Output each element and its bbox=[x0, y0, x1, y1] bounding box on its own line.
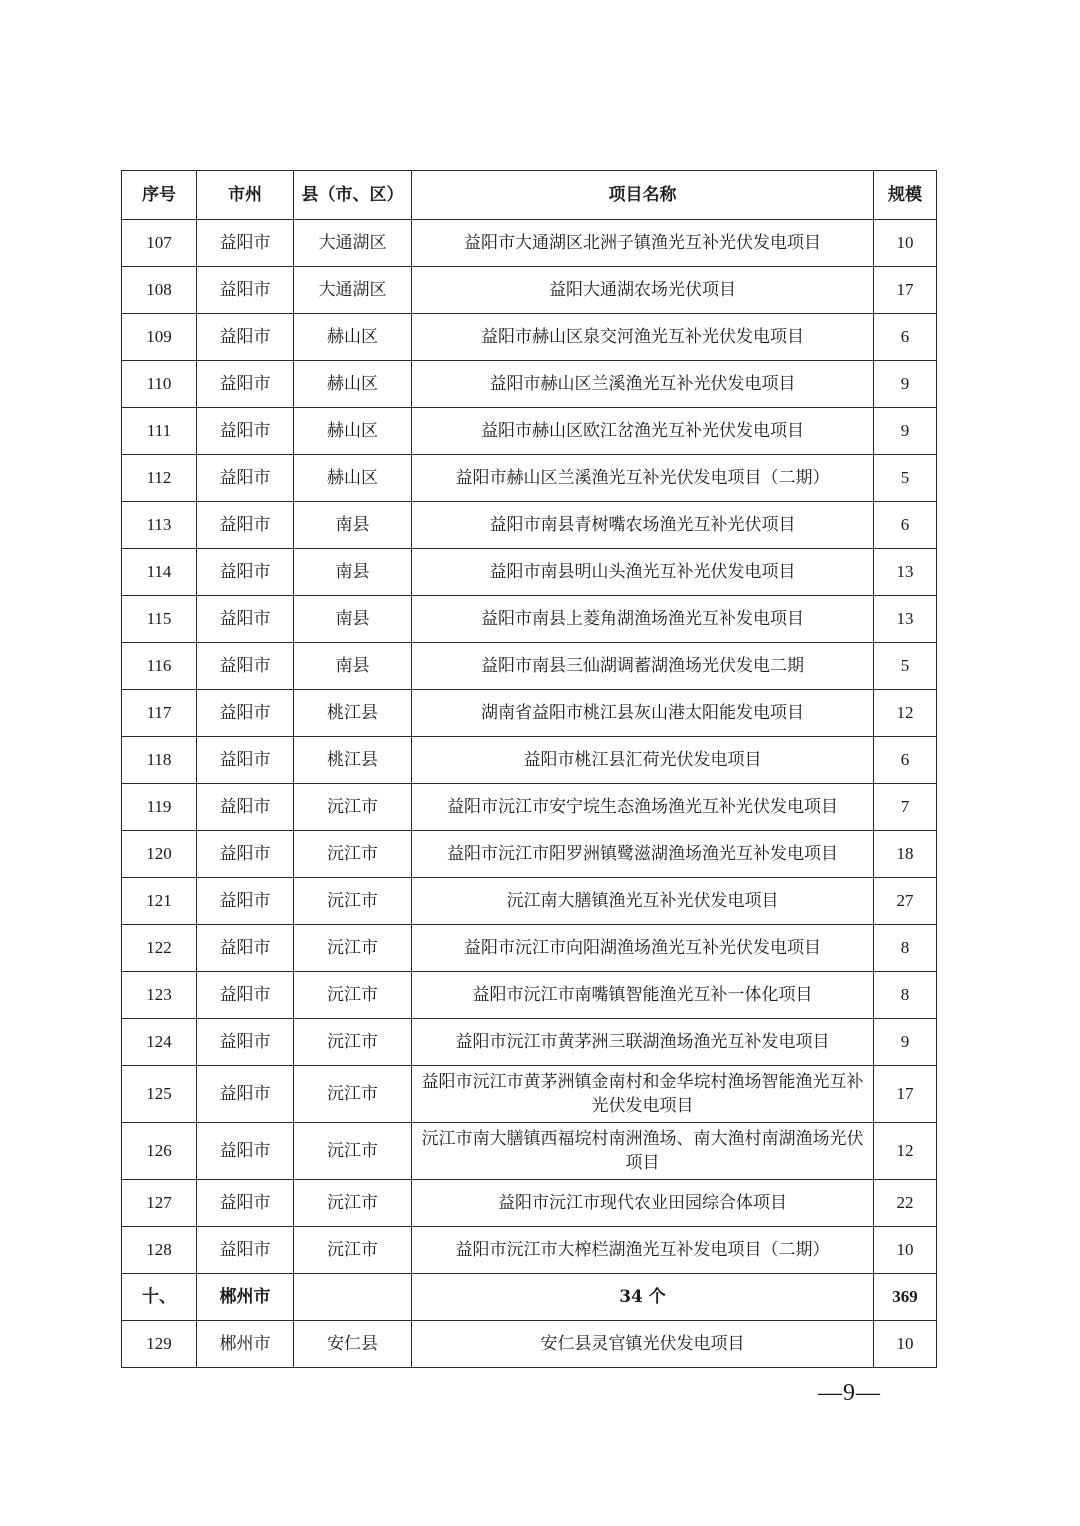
cell-scale: 13 bbox=[874, 596, 937, 643]
cell-project-name: 益阳市大通湖区北洲子镇渔光互补光伏发电项目 bbox=[412, 220, 874, 267]
section-summary-row bbox=[122, 1274, 937, 1321]
header-serial-no: 序号 bbox=[122, 171, 197, 220]
table-row bbox=[122, 361, 937, 408]
cell-scale: 18 bbox=[874, 831, 937, 878]
cell-county: 安仁县 bbox=[294, 1321, 412, 1368]
cell-serial-no: 116 bbox=[122, 643, 197, 690]
cell-project-name: 益阳市赫山区兰溪渔光互补光伏发电项目（二期） bbox=[412, 455, 874, 502]
cell-county: 沅江市 bbox=[294, 831, 412, 878]
table-row bbox=[122, 784, 937, 831]
header-project-name: 项目名称 bbox=[412, 171, 874, 220]
cell-project-name: 34 个 bbox=[412, 1274, 874, 1321]
cell-county: 赫山区 bbox=[294, 361, 412, 408]
cell-project-name: 益阳市沅江市黄茅洲镇金南村和金华垸村渔场智能渔光互补光伏发电项目 bbox=[412, 1066, 874, 1123]
cell-county: 南县 bbox=[294, 596, 412, 643]
cell-county: 大通湖区 bbox=[294, 220, 412, 267]
cell-county: 沅江市 bbox=[294, 1066, 412, 1123]
cell-city: 益阳市 bbox=[197, 1066, 294, 1123]
cell-scale: 12 bbox=[874, 1123, 937, 1180]
cell-serial-no: 122 bbox=[122, 925, 197, 972]
cell-serial-no: 119 bbox=[122, 784, 197, 831]
cell-city: 益阳市 bbox=[197, 549, 294, 596]
cell-serial-no: 128 bbox=[122, 1227, 197, 1274]
cell-city: 益阳市 bbox=[197, 1123, 294, 1180]
cell-county: 沅江市 bbox=[294, 1123, 412, 1180]
cell-city: 益阳市 bbox=[197, 502, 294, 549]
cell-county: 沅江市 bbox=[294, 784, 412, 831]
cell-county: 桃江县 bbox=[294, 690, 412, 737]
page-number: —9— bbox=[818, 1380, 881, 1406]
cell-serial-no: 118 bbox=[122, 737, 197, 784]
cell-serial-no: 111 bbox=[122, 408, 197, 455]
table-row bbox=[122, 690, 937, 737]
cell-city: 益阳市 bbox=[197, 455, 294, 502]
cell-county: 桃江县 bbox=[294, 737, 412, 784]
cell-scale: 10 bbox=[874, 1227, 937, 1274]
table-row bbox=[122, 408, 937, 455]
cell-city: 益阳市 bbox=[197, 925, 294, 972]
table-row bbox=[122, 643, 937, 690]
cell-scale: 8 bbox=[874, 972, 937, 1019]
cell-project-name: 益阳市南县青树嘴农场渔光互补光伏项目 bbox=[412, 502, 874, 549]
cell-scale: 6 bbox=[874, 502, 937, 549]
cell-city: 益阳市 bbox=[197, 220, 294, 267]
cell-city: 益阳市 bbox=[197, 408, 294, 455]
project-table bbox=[121, 170, 937, 1368]
cell-county: 赫山区 bbox=[294, 455, 412, 502]
cell-serial-no: 123 bbox=[122, 972, 197, 1019]
cell-scale: 8 bbox=[874, 925, 937, 972]
cell-city: 益阳市 bbox=[197, 972, 294, 1019]
cell-serial-no: 107 bbox=[122, 220, 197, 267]
cell-county: 沅江市 bbox=[294, 925, 412, 972]
cell-scale: 6 bbox=[874, 737, 937, 784]
cell-county: 沅江市 bbox=[294, 972, 412, 1019]
table-row bbox=[122, 1123, 937, 1180]
cell-serial-no: 115 bbox=[122, 596, 197, 643]
cell-serial-no: 110 bbox=[122, 361, 197, 408]
cell-city: 益阳市 bbox=[197, 737, 294, 784]
table-row bbox=[122, 1019, 937, 1066]
header-county: 县（市、区） bbox=[294, 171, 412, 220]
cell-county: 南县 bbox=[294, 549, 412, 596]
cell-county bbox=[294, 1274, 412, 1321]
cell-scale: 27 bbox=[874, 878, 937, 925]
table-row bbox=[122, 549, 937, 596]
cell-project-name: 湖南省益阳市桃江县灰山港太阳能发电项目 bbox=[412, 690, 874, 737]
cell-scale: 369 bbox=[874, 1274, 937, 1321]
cell-scale: 10 bbox=[874, 1321, 937, 1368]
cell-scale: 9 bbox=[874, 361, 937, 408]
cell-city: 益阳市 bbox=[197, 878, 294, 925]
cell-city: 郴州市 bbox=[197, 1274, 294, 1321]
cell-county: 沅江市 bbox=[294, 1227, 412, 1274]
cell-city: 益阳市 bbox=[197, 361, 294, 408]
cell-project-name: 益阳市桃江县汇荷光伏发电项目 bbox=[412, 737, 874, 784]
cell-project-name: 益阳市沅江市安宁垸生态渔场渔光互补光伏发电项目 bbox=[412, 784, 874, 831]
table-row bbox=[122, 972, 937, 1019]
cell-city: 益阳市 bbox=[197, 314, 294, 361]
cell-city: 益阳市 bbox=[197, 690, 294, 737]
cell-serial-no: 113 bbox=[122, 502, 197, 549]
cell-scale: 5 bbox=[874, 643, 937, 690]
cell-serial-no: 112 bbox=[122, 455, 197, 502]
table-row bbox=[122, 878, 937, 925]
cell-project-name: 益阳市赫山区泉交河渔光互补光伏发电项目 bbox=[412, 314, 874, 361]
cell-city: 益阳市 bbox=[197, 267, 294, 314]
table-row bbox=[122, 925, 937, 972]
header-city: 市州 bbox=[197, 171, 294, 220]
cell-city: 益阳市 bbox=[197, 1019, 294, 1066]
cell-county: 沅江市 bbox=[294, 1180, 412, 1227]
cell-serial-no: 121 bbox=[122, 878, 197, 925]
cell-serial-no: 109 bbox=[122, 314, 197, 361]
cell-serial-no: 十、 bbox=[122, 1274, 197, 1321]
cell-scale: 12 bbox=[874, 690, 937, 737]
table-row bbox=[122, 831, 937, 878]
cell-county: 沅江市 bbox=[294, 1019, 412, 1066]
table-row bbox=[122, 455, 937, 502]
cell-city: 益阳市 bbox=[197, 643, 294, 690]
cell-scale: 9 bbox=[874, 408, 937, 455]
cell-project-name: 益阳市南县三仙湖调蓄湖渔场光伏发电二期 bbox=[412, 643, 874, 690]
table-row bbox=[122, 267, 937, 314]
cell-project-name: 益阳市沅江市黄茅洲三联湖渔场渔光互补发电项目 bbox=[412, 1019, 874, 1066]
cell-project-name: 沅江南大膳镇渔光互补光伏发电项目 bbox=[412, 878, 874, 925]
cell-serial-no: 120 bbox=[122, 831, 197, 878]
cell-city: 益阳市 bbox=[197, 831, 294, 878]
cell-project-name: 益阳市沅江市向阳湖渔场渔光互补光伏发电项目 bbox=[412, 925, 874, 972]
table-row bbox=[122, 1066, 937, 1123]
cell-county: 南县 bbox=[294, 643, 412, 690]
cell-project-name: 益阳市赫山区兰溪渔光互补光伏发电项目 bbox=[412, 361, 874, 408]
cell-city: 益阳市 bbox=[197, 1180, 294, 1227]
cell-scale: 13 bbox=[874, 549, 937, 596]
cell-project-name: 益阳市南县上菱角湖渔场渔光互补发电项目 bbox=[412, 596, 874, 643]
cell-scale: 17 bbox=[874, 1066, 937, 1123]
cell-project-name: 益阳市赫山区欧江岔渔光互补光伏发电项目 bbox=[412, 408, 874, 455]
table-row bbox=[122, 1321, 937, 1368]
cell-project-name: 益阳市南县明山头渔光互补光伏发电项目 bbox=[412, 549, 874, 596]
cell-county: 南县 bbox=[294, 502, 412, 549]
cell-scale: 9 bbox=[874, 1019, 937, 1066]
table-header-row bbox=[122, 171, 937, 220]
cell-project-name: 益阳市沅江市阳罗洲镇鹭滋湖渔场渔光互补发电项目 bbox=[412, 831, 874, 878]
table-row bbox=[122, 1180, 937, 1227]
cell-city: 益阳市 bbox=[197, 784, 294, 831]
cell-scale: 6 bbox=[874, 314, 937, 361]
cell-project-name: 益阳市沅江市南嘴镇智能渔光互补一体化项目 bbox=[412, 972, 874, 1019]
cell-county: 大通湖区 bbox=[294, 267, 412, 314]
cell-city: 郴州市 bbox=[197, 1321, 294, 1368]
cell-project-name: 沅江市南大膳镇西福垸村南洲渔场、南大渔村南湖渔场光伏项目 bbox=[412, 1123, 874, 1180]
table-row bbox=[122, 314, 937, 361]
cell-county: 沅江市 bbox=[294, 878, 412, 925]
cell-serial-no: 127 bbox=[122, 1180, 197, 1227]
cell-scale: 10 bbox=[874, 220, 937, 267]
cell-project-name: 益阳市沅江市现代农业田园综合体项目 bbox=[412, 1180, 874, 1227]
cell-county: 赫山区 bbox=[294, 314, 412, 361]
cell-serial-no: 108 bbox=[122, 267, 197, 314]
cell-scale: 5 bbox=[874, 455, 937, 502]
cell-city: 益阳市 bbox=[197, 596, 294, 643]
cell-scale: 17 bbox=[874, 267, 937, 314]
cell-serial-no: 124 bbox=[122, 1019, 197, 1066]
cell-scale: 22 bbox=[874, 1180, 937, 1227]
cell-project-name: 益阳大通湖农场光伏项目 bbox=[412, 267, 874, 314]
table-row bbox=[122, 502, 937, 549]
table-row bbox=[122, 596, 937, 643]
cell-serial-no: 125 bbox=[122, 1066, 197, 1123]
cell-scale: 7 bbox=[874, 784, 937, 831]
cell-project-name: 益阳市沅江市大榨栏湖渔光互补发电项目（二期） bbox=[412, 1227, 874, 1274]
cell-city: 益阳市 bbox=[197, 1227, 294, 1274]
table-row bbox=[122, 220, 937, 267]
cell-project-name: 安仁县灵官镇光伏发电项目 bbox=[412, 1321, 874, 1368]
cell-serial-no: 117 bbox=[122, 690, 197, 737]
header-scale: 规模 bbox=[874, 171, 937, 220]
cell-county: 赫山区 bbox=[294, 408, 412, 455]
cell-serial-no: 114 bbox=[122, 549, 197, 596]
table-row bbox=[122, 737, 937, 784]
cell-serial-no: 129 bbox=[122, 1321, 197, 1368]
table-row bbox=[122, 1227, 937, 1274]
cell-serial-no: 126 bbox=[122, 1123, 197, 1180]
